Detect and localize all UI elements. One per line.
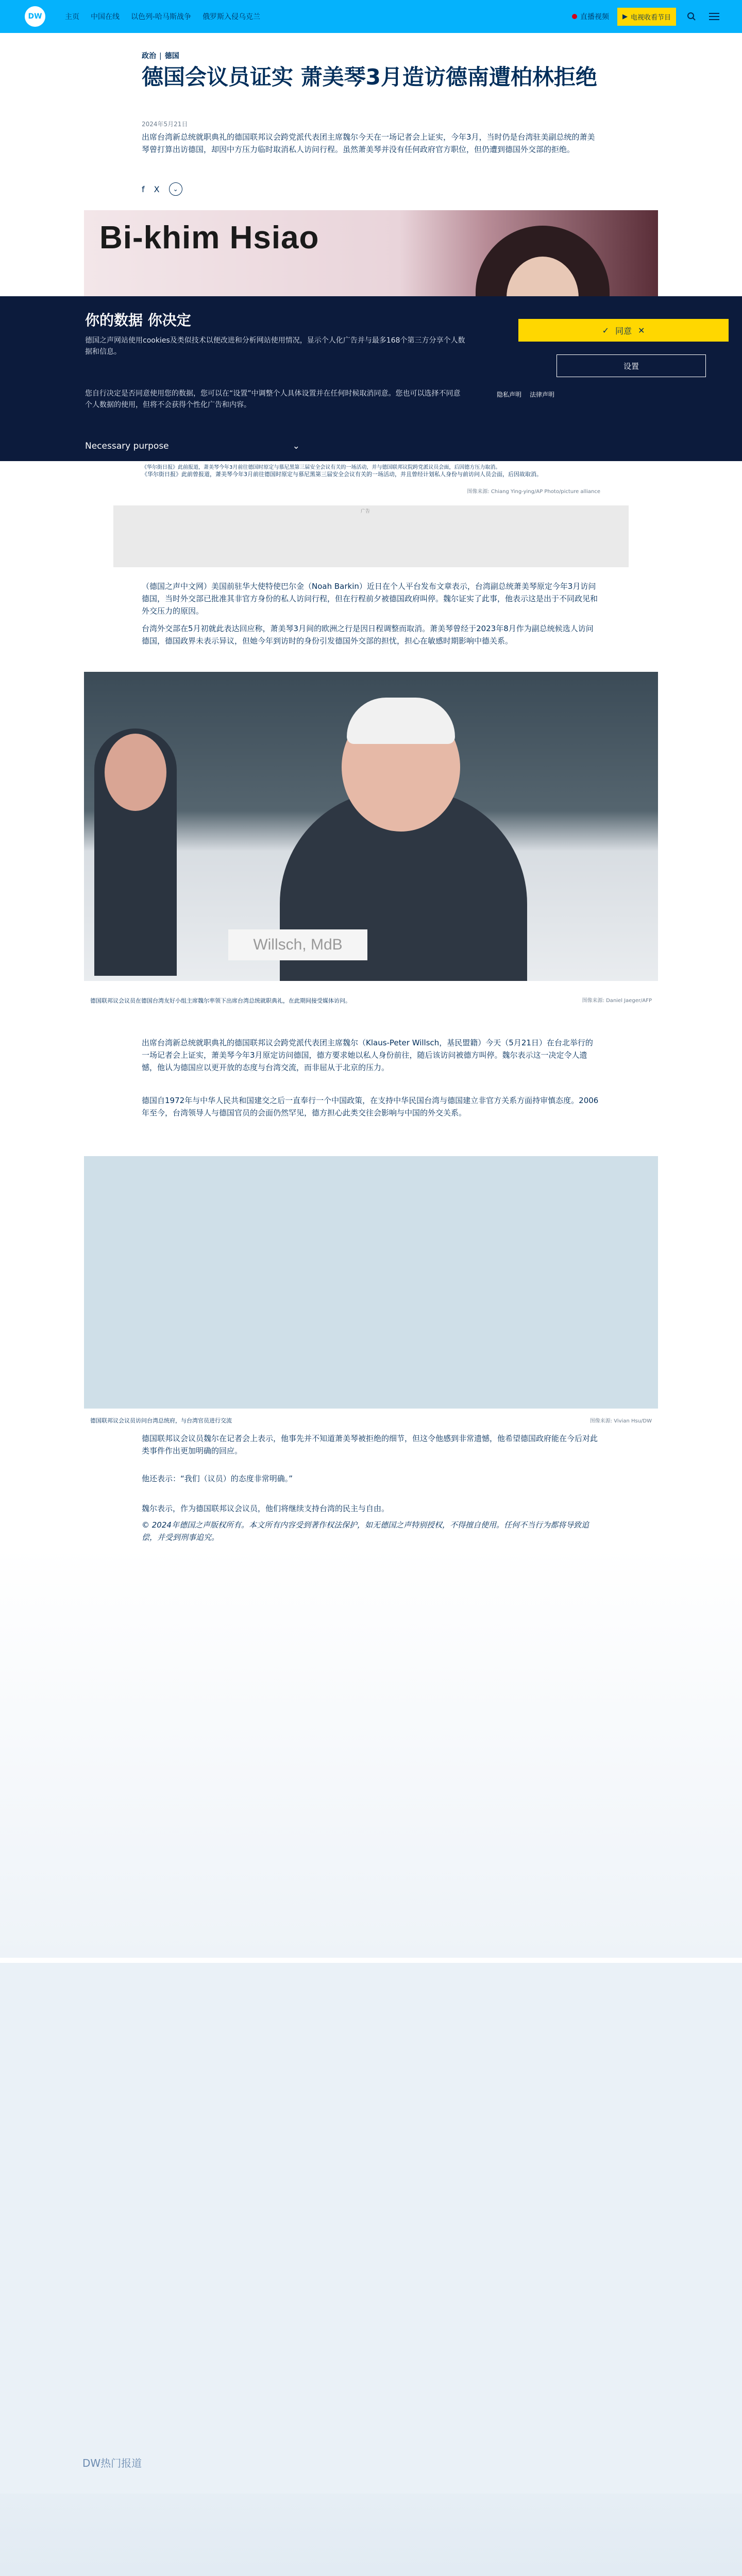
check-icon: ✓ — [602, 325, 609, 335]
chevron-down-icon: ⌄ — [292, 441, 300, 451]
x-icon[interactable]: X — [154, 184, 160, 194]
video-player[interactable] — [84, 1156, 658, 1409]
person-center-hair — [347, 698, 455, 744]
paragraph-5: 德国联邦议会议员魏尔在记者会上表示，他事先并不知道萧美琴被拒绝的细节，但这令他感到非常遗憾，他希望德国政府能在今后对此类事件作出更加明确的回应。 — [142, 1434, 598, 1455]
site-header — [0, 0, 742, 33]
paragraph-1: （德国之声中文网）美国前驻华大使特使巴尔金（Noah Barkin）近日在个人平台发布文章表示，台湾副总统萧美琴原定今年3月访问德国，当时外交部已批准其非官方身份的私人访问行程，但在行程前夕被德国政府叫停。魏尔证实了此事，他表示这是出于不同政见和外交压力的原因。 — [142, 582, 598, 616]
page-title: 德国会议员证实 萧美琴3月造访德南遭柏林拒绝 — [142, 64, 597, 90]
privacy-link[interactable]: 隐私声明 — [497, 391, 522, 398]
cookie-title: 你的数据 你决定 — [85, 312, 191, 329]
paragraph-6: 他还表示：“我们（议员）的态度非常明确。” — [142, 1474, 293, 1483]
ad-slot[interactable] — [113, 505, 629, 567]
necessary-purpose-toggle[interactable]: Necessary purpose ⌄ — [85, 441, 300, 451]
press-photo — [84, 672, 658, 981]
name-plate-2: Willsch, MdB — [228, 929, 367, 960]
dw-logo[interactable]: DW — [21, 6, 49, 27]
cookie-links — [497, 390, 554, 399]
person-left-face — [105, 734, 166, 811]
nav-ukraine[interactable]: 俄罗斯入侵乌克兰 — [203, 13, 261, 21]
facebook-icon[interactable]: f — [142, 184, 145, 194]
photo-credit-2: 图像来源: Daniel Jaeger/AFP — [582, 998, 652, 1004]
live-dot-icon — [572, 14, 577, 19]
nav-china[interactable]: 中国在线 — [91, 13, 120, 21]
menu-icon[interactable] — [707, 9, 721, 24]
nav-israel-hamas[interactable]: 以色列-哈马斯战争 — [131, 13, 192, 21]
photo-credit: 图像来源: Chiang Ying-ying/AP Photo/picture alliance — [467, 489, 600, 495]
tv-icon: ▶ — [622, 12, 628, 21]
cookie-settings-button[interactable]: 设置 — [556, 354, 706, 377]
legal-notice-link[interactable]: 法律声明 — [530, 391, 555, 398]
paragraph-3: 出席台湾新总统就职典礼的德国联邦议会跨党派代表团主席魏尔（Klaus-Peter Willsch，基民盟籍）今天（5月21日）在台北举行的一场记者会上证实，萧美琴今年3月原定访问德国，德方要求她以私人身份前往，随后该访问被德方叫停。魏尔表示这一决定令人遗憾，他认为德国应以更开放的态度与台湾交流，而非屈从于北京的压力。 — [142, 1038, 593, 1072]
ad-label: 广告 — [361, 509, 370, 514]
kicker-country[interactable]: 德国 — [164, 52, 179, 60]
photo-credit-3: 图像来源: Vivian Hsu/DW — [589, 1418, 652, 1424]
share-more-icon[interactable]: ⌄ — [169, 182, 182, 196]
article-lead: 出席台湾新总统就职典礼的德国联邦议会跨党派代表团主席魏尔今天在一场记者会上证实，今年3月，当时仍是台湾驻美副总统的萧美琴曾打算出访德国，却因中方压力临时取消私人访问行程。虽然萧美琴并没有任何政府官方职位，但仍遭到德国外交部的拒绝。 — [142, 132, 595, 154]
hot-section — [0, 1963, 742, 2509]
cookie-text-2: 您自行决定是否同意使用您的数据，您可以在“设置”中调整个人具体设置并在任何时候取消同意。您也可以选择不同意个人数据的使用，但将不会获得个性化广告和内容。 — [85, 389, 461, 409]
main-nav — [65, 11, 260, 22]
close-icon: ✕ — [638, 325, 645, 335]
cookie-banner — [0, 296, 742, 461]
hot-section-title: DW热门报道 — [82, 2457, 142, 2469]
search-icon[interactable] — [684, 9, 699, 24]
name-plate: Bi-khim Hsiao — [99, 220, 319, 256]
article-date: 2024年5月21日 — [142, 121, 188, 128]
video-caption: 德国联邦议会议员访问台湾总统府，与台湾官员进行交流 图像来源: Vivian Hsu/DW — [90, 1417, 652, 1424]
cookie-accept-button[interactable]: ✓ 同意 ✕ — [518, 319, 729, 342]
paragraph-7: 魏尔表示，作为德国联邦议会议员，他们将继续支持台湾的民主与自由。 — [142, 1504, 390, 1513]
live-video-link[interactable]: 直播视频 — [572, 11, 609, 22]
copyright-note: © 2024年德国之声版权所有。本文所有内容受到著作权法保护，如无德国之声特别授权，不得擅自使用。任何不当行为都将导致追偿，并受到刑事追究。 — [142, 1520, 589, 1542]
article-tail — [0, 1546, 742, 1958]
share-bar — [142, 182, 600, 196]
paragraph-2: 台湾外交部在5月初就此表达回应称，萧美琴3月间的欧洲之行是因日程调整而取消。萧美琴曾经于2023年8月作为副总统候选人访问德国，德国政界未表示异议，但她今年到访时的身份引发德国外交部的担忧，担心在敏感时期影响中德关系。 — [142, 624, 594, 646]
cookie-text: 德国之声网站使用cookies及类似技术以便改进和分析网站使用情况，显示个人化广告并与最多168个第三方分享个人数据和信息。 — [85, 336, 465, 356]
below-banner-caption: 《华尔街日报》此前报道，萧美琴今年3月前往德国时原定与慕尼黑第三届安全会议有关的一场活动，并与德国联邦议院跨党派议员会面，后因德方压力取消。 — [142, 465, 501, 470]
kicker-region[interactable]: 政治 — [142, 52, 156, 60]
article-kicker: 政治 | 德国 — [142, 52, 179, 60]
paragraph-4: 德国自1972年与中华人民共和国建交之后一直奉行一个中国政策，在支持中华民国台湾与德国建立非官方关系方面持审慎态度。2006年至今，台湾领导人与德国官员的会面仍然罕见，德方担心此类交往会影响与中国的外交关系。 — [142, 1096, 599, 1117]
photo-caption-2: 德国联邦议会议员在德国台湾友好小组主席魏尔率领下出席台湾总统就职典礼，在此期间接受媒体访问。 图像来源: Daniel Jaeger/AFP — [90, 997, 652, 1004]
tv-schedule-button[interactable]: ▶ 电视收看节目 — [617, 8, 676, 26]
nav-home[interactable]: 主页 — [65, 13, 79, 21]
hot-hero[interactable] — [0, 2494, 742, 2576]
photo-caption: 《华尔街日报》此前曾报道，萧美琴今年3月前往德国时原定与慕尼黑第三届安全会议有关的一场活动，并且曾经计划私人身份与前访问人员会面，后因故取消。 图像来源: Chiang Ying-ying/AP Photo/picture alliance — [142, 470, 600, 479]
